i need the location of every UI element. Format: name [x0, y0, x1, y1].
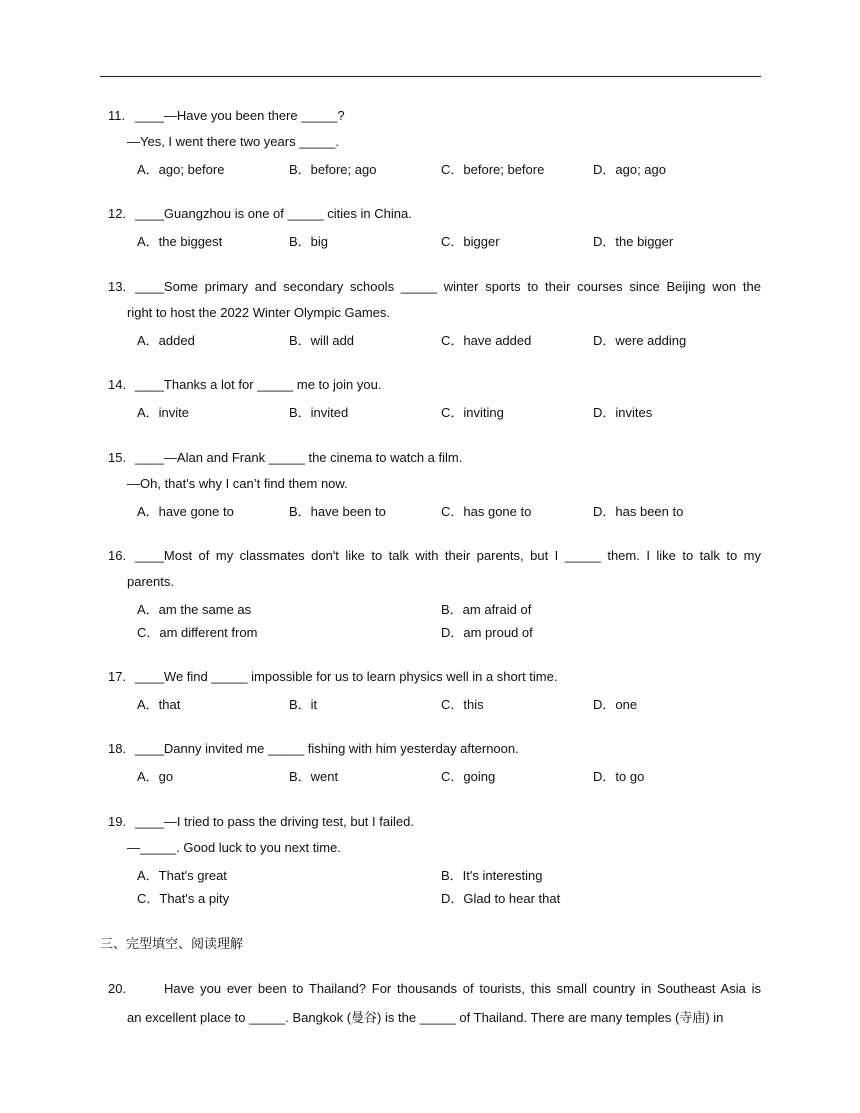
option-a[interactable]: A．That's great — [137, 868, 227, 883]
option-d[interactable]: D．were adding — [593, 333, 687, 348]
question-stem: ____—Alan and Frank _____ the cinema to watch a film. — [135, 450, 463, 465]
option-c[interactable]: C．has gone to — [441, 504, 532, 519]
option-b[interactable]: B．am afraid of — [441, 602, 532, 617]
question-stem-cont: —Oh, that's why I can’t find them now. — [127, 476, 348, 491]
option-a[interactable]: A．that — [137, 697, 181, 712]
option-b[interactable]: B．will add — [289, 333, 355, 348]
option-d[interactable]: D．has been to — [593, 504, 684, 519]
question-number: 20. — [108, 981, 127, 996]
option-c[interactable]: C．am different from — [137, 625, 258, 640]
question-number: 11. — [108, 108, 126, 123]
question-stem: ____—Have you been there _____? — [135, 108, 345, 123]
question-stem-cont: parents. — [127, 574, 174, 589]
option-a[interactable]: A．am the same as — [137, 602, 252, 617]
question-number: 13. — [108, 279, 127, 294]
question-stem: ____Guangzhou is one of _____ cities in China. — [135, 206, 412, 221]
option-d[interactable]: D．invites — [593, 405, 653, 420]
option-d[interactable]: D．one — [593, 697, 638, 712]
option-d[interactable]: D．ago; ago — [593, 162, 666, 177]
option-b[interactable]: B．have been to — [289, 504, 386, 519]
option-d[interactable]: D．Glad to hear that — [441, 891, 561, 906]
question-number: 18. — [108, 741, 127, 756]
question-stem: ____—I tried to pass the driving test, but I failed. — [135, 814, 414, 829]
option-a[interactable]: A．ago; before — [137, 162, 225, 177]
question-number: 14. — [108, 377, 127, 392]
option-c[interactable]: C．bigger — [441, 234, 500, 249]
header-rule — [100, 76, 761, 77]
option-c[interactable]: C．have added — [441, 333, 532, 348]
option-a[interactable]: A．invite — [137, 405, 190, 420]
option-a[interactable]: A．go — [137, 769, 174, 784]
option-c[interactable]: C．going — [441, 769, 496, 784]
option-c[interactable]: C．inviting — [441, 405, 504, 420]
question-number: 12. — [108, 206, 127, 221]
question-number: 16. — [108, 548, 127, 563]
question-stem: ____Some primary and secondary schools _____ winter sports to their courses since Beijing won the — [135, 279, 761, 294]
passage-line: Have you ever been to Thailand? For thousands of tourists, this small country in Southeast Asia is — [164, 981, 761, 996]
question-stem: ____Most of my classmates don't like to talk with their parents, but I _____ them. I like to talk to my — [135, 548, 761, 563]
option-b[interactable]: B．it — [289, 697, 318, 712]
question-number: 19. — [108, 814, 127, 829]
option-b[interactable]: B．before; ago — [289, 162, 377, 177]
question-number: 15. — [108, 450, 127, 465]
question-stem-cont: —Yes, I went there two years _____. — [127, 134, 339, 149]
question-stem: ____We find _____ impossible for us to learn physics well in a short time. — [135, 669, 558, 684]
option-d[interactable]: D．the bigger — [593, 234, 674, 249]
section-heading: 三、完型填空、阅读理解 — [100, 937, 244, 952]
option-d[interactable]: D．to go — [593, 769, 645, 784]
option-b[interactable]: B．went — [289, 769, 339, 784]
question-number: 17. — [108, 669, 127, 684]
option-a[interactable]: A．added — [137, 333, 195, 348]
passage-line: an excellent place to _____. Bangkok (曼谷) is the _____ of Thailand. There are many temples (寺庙) in — [127, 1010, 724, 1025]
option-c[interactable]: C．before; before — [441, 162, 545, 177]
question-stem: ____Danny invited me _____ fishing with him yesterday afternoon. — [135, 741, 519, 756]
option-b[interactable]: B．It's interesting — [441, 868, 543, 883]
question-stem: ____Thanks a lot for _____ me to join you. — [135, 377, 382, 392]
option-a[interactable]: A．the biggest — [137, 234, 223, 249]
question-stem-cont: —_____. Good luck to you next time. — [127, 840, 341, 855]
option-c[interactable]: C．That's a pity — [137, 891, 230, 906]
option-b[interactable]: B．invited — [289, 405, 349, 420]
option-d[interactable]: D．am proud of — [441, 625, 533, 640]
option-c[interactable]: C．this — [441, 697, 484, 712]
question-stem-cont: right to host the 2022 Winter Olympic Games. — [127, 305, 390, 320]
option-a[interactable]: A．have gone to — [137, 504, 234, 519]
option-b[interactable]: B．big — [289, 234, 329, 249]
